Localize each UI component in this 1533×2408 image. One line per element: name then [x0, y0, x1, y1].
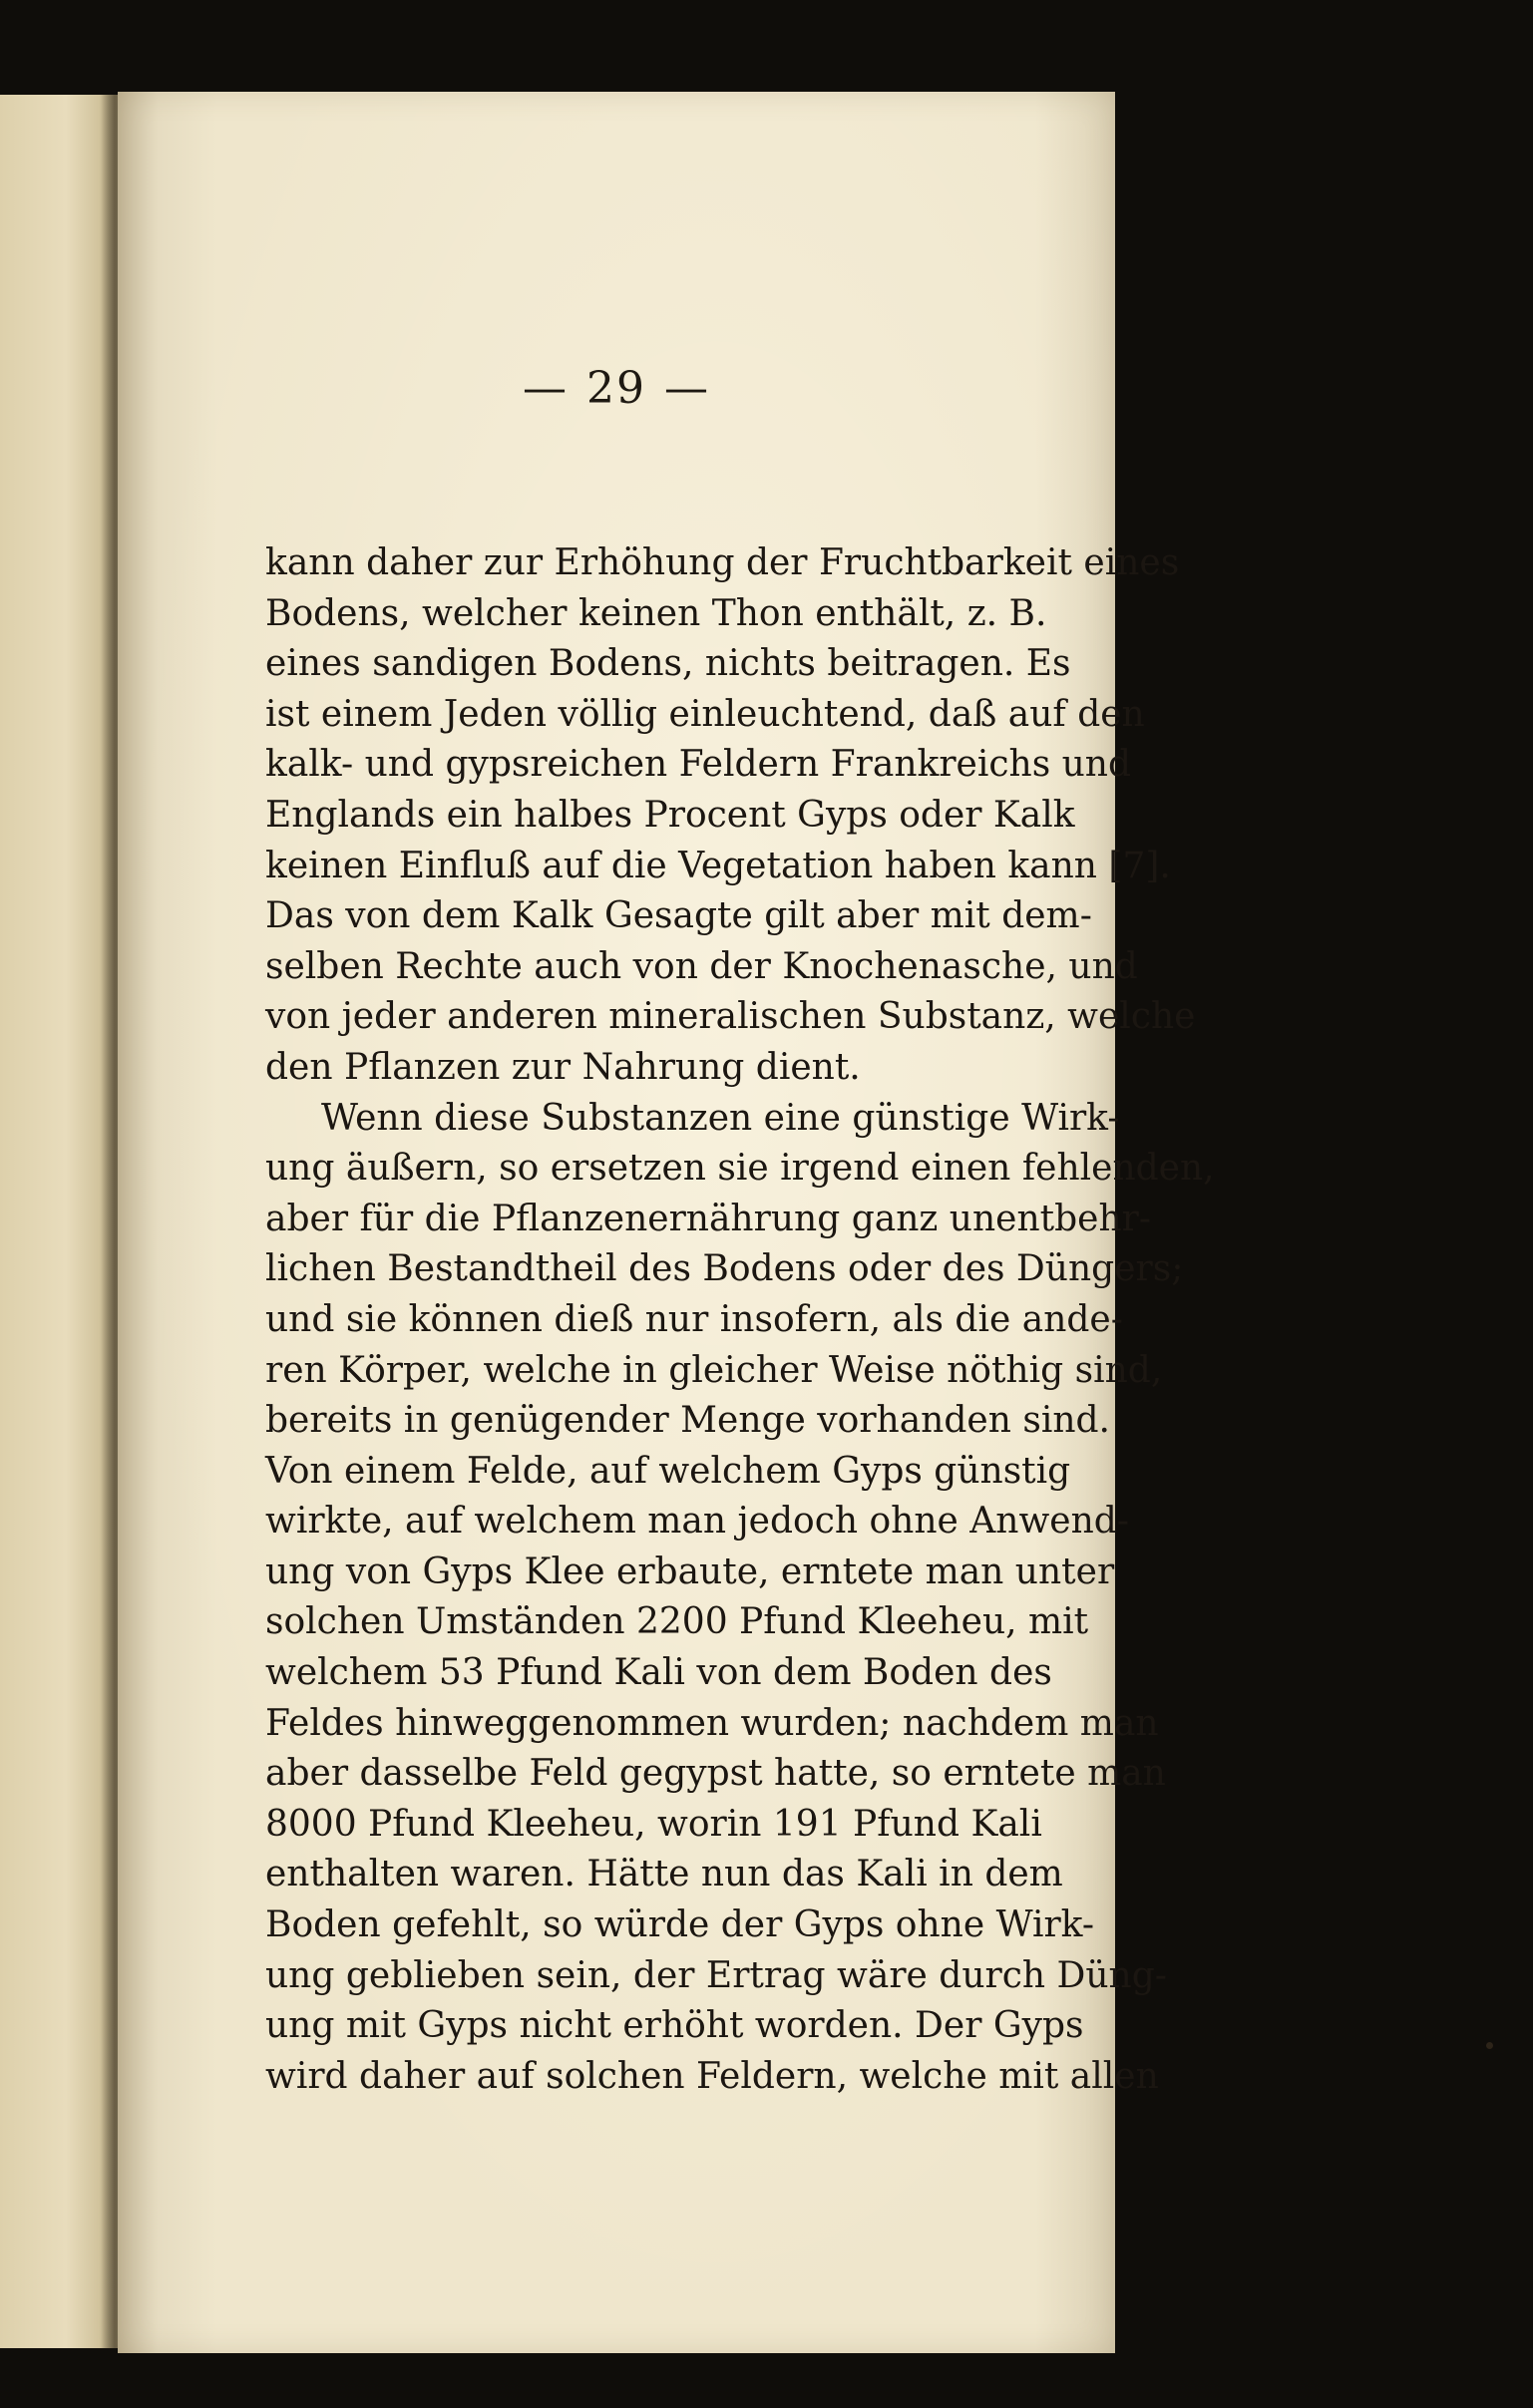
text-line: enthalten waren. Hätte nun das Kali in dem [265, 1854, 1063, 1895]
text-line: Das von dem Kalk Gesagte gilt aber mit dem- [265, 895, 1092, 937]
text-line: lichen Bestandtheil des Bodens oder des Düngers; [265, 1248, 1184, 1290]
text-line: von jeder anderen mineralischen Substanz, welche [265, 996, 1196, 1038]
text-line: aber für die Pflanzenernährung ganz unentbehr- [265, 1198, 1152, 1239]
text-line: ung geblieben sein, der Ertrag wäre durch Düng- [265, 1954, 1167, 1996]
text-line: welchem 53 Pfund Kali von dem Boden des [265, 1652, 1052, 1694]
page-header [118, 363, 1115, 414]
text-line: wirkte, auf welchem man jedoch ohne Anwend- [265, 1501, 1129, 1543]
text-line: kalk- und gypsreichen Feldern Frankreichs und [265, 744, 1132, 786]
text-line: und sie können dieß nur insofern, als die ande- [265, 1298, 1123, 1340]
header-dash-right: — [664, 363, 710, 414]
header-dash-left: — [523, 363, 569, 414]
text-line: ung von Gyps Klee erbaute, erntete man unter [265, 1550, 1115, 1592]
text-line: Von einem Felde, auf welchem Gyps günstig [265, 1450, 1071, 1492]
ink-speck [1486, 2042, 1493, 2049]
text-line: aber dasselbe Feld gegypst hatte, so erntete man [265, 1753, 1166, 1795]
text-line: keinen Einfluß auf die Vegetation haben kann [7]. [265, 845, 1171, 886]
body-text [265, 538, 1215, 2102]
text-line: den Pflanzen zur Nahrung dient. [265, 1046, 861, 1088]
text-line: solchen Umständen 2200 Pfund Kleeheu, mit [265, 1601, 1089, 1643]
text-line: ung äußern, so ersetzen sie irgend einen fehlenden, [265, 1148, 1215, 1190]
text-line: Bodens, welcher keinen Thon enthält, z. B. [265, 592, 1047, 634]
text-line: selben Rechte auch von der Knochenasche, und [265, 945, 1138, 987]
text-line: ist einem Jeden völlig einleuchtend, daß auf den [265, 693, 1145, 735]
text-line: Boden gefehlt, so würde der Gyps ohne Wirk- [265, 1904, 1095, 1946]
text-line: eines sandigen Bodens, nichts beitragen. Es [265, 643, 1071, 685]
text-line: ung mit Gyps nicht erhöht worden. Der Gyps [265, 2005, 1084, 2047]
text-line: 8000 Pfund Kleeheu, worin 191 Pfund Kali [265, 1803, 1042, 1845]
text-line: Feldes hinweggenommen wurden; nachdem man [265, 1702, 1159, 1744]
text-line: wird daher auf solchen Feldern, welche mit allen [265, 2055, 1159, 2097]
text-line: ren Körper, welche in gleicher Weise nöthig sind, [265, 1349, 1163, 1391]
text-line: bereits in genügender Menge vorhanden sind. [265, 1400, 1111, 1442]
text-line: Englands ein halbes Procent Gyps oder Kalk [265, 794, 1075, 836]
text-line: kann daher zur Erhöhung der Fruchtbarkeit eines [265, 542, 1180, 583]
book-page [118, 92, 1215, 2353]
page-number: 29 [586, 363, 646, 414]
text-line: Wenn diese Substanzen eine günstige Wirk- [321, 1097, 1120, 1139]
